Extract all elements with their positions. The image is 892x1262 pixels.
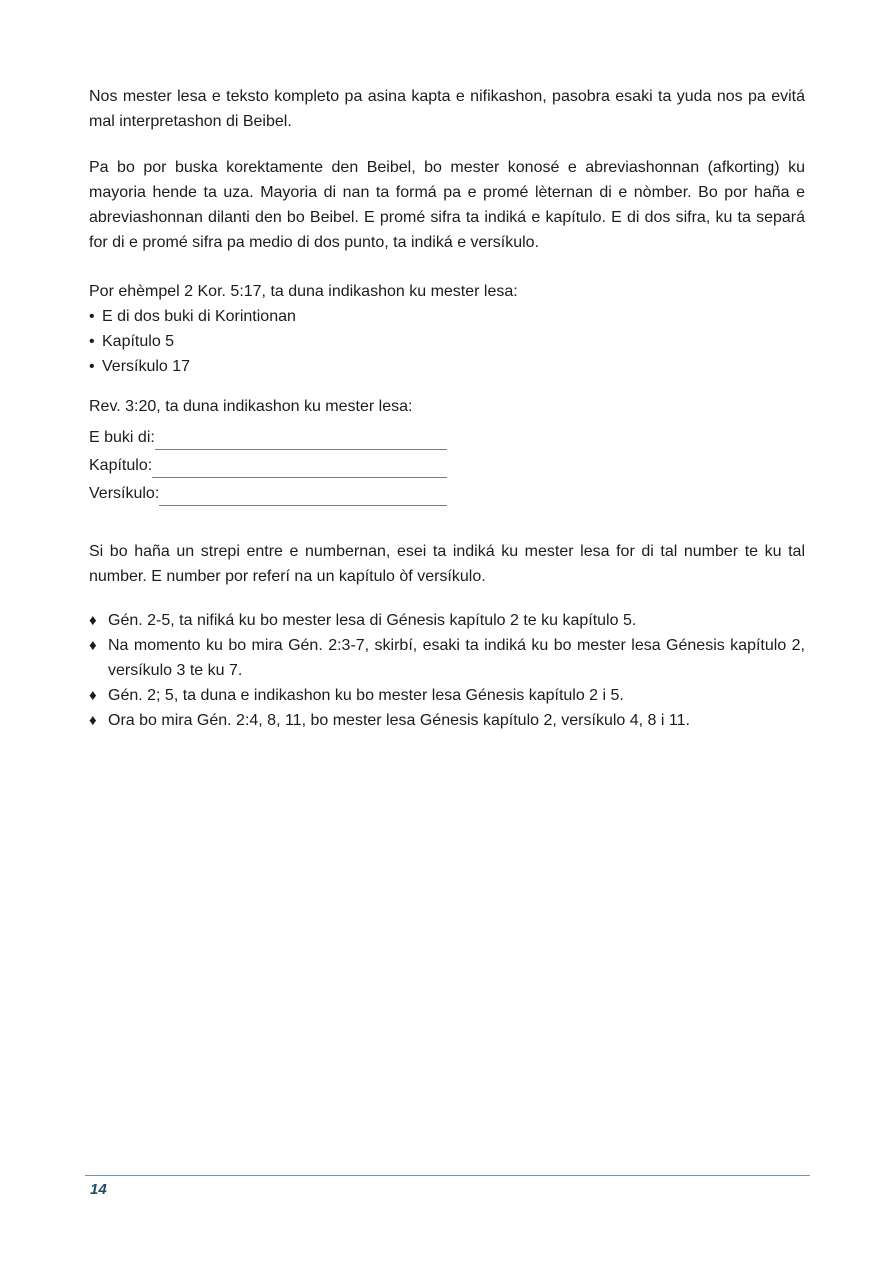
diamond-bullet-icon: ♦ xyxy=(89,687,97,704)
list-item xyxy=(89,683,805,708)
fill-in-row-book xyxy=(89,425,447,450)
round-bullet-icon: • xyxy=(89,358,95,375)
fill-in-fields xyxy=(89,425,805,506)
list-item-text: Kapítulo 5 xyxy=(102,333,175,350)
blank-underline xyxy=(152,456,447,478)
field-label: Versíkulo: xyxy=(89,485,160,502)
page-number: 14 xyxy=(90,1181,107,1198)
round-bullet-icon: • xyxy=(89,333,95,350)
list-item xyxy=(89,633,805,683)
page-content xyxy=(89,84,805,733)
list-item-text: Versíkulo 17 xyxy=(102,358,191,375)
list-item xyxy=(89,329,805,354)
list-item-text: Gén. 2-5, ta nifiká ku bo mester lesa di Génesis kapítulo 2 te ku kapítulo 5. xyxy=(108,612,637,629)
list-item xyxy=(89,708,805,733)
diamond-bullet-icon: ♦ xyxy=(89,712,97,729)
blank-underline xyxy=(159,484,447,506)
footer-rule xyxy=(85,1175,810,1176)
fill-in-row-chapter xyxy=(89,453,447,478)
abbreviations-paragraph: Pa bo por buska korektamente den Beibel, bo mester konosé e abreviashonnan (afkorting) ku mayoria hende ta uza. Mayoria di nan ta formá pa e promé lèternan di e nòmber. Bo por haña e abreviashonnan dilanti den bo Beibel. E promé sifra ta indiká e kapítulo. E di dos sifra, ku ta separá for di e promé sifra pa medio di dos punto, ta indiká e versíkulo. xyxy=(89,159,805,251)
round-bullet-icon: • xyxy=(89,308,95,325)
list-item xyxy=(89,304,805,329)
list-item-text: E di dos buki di Korintionan xyxy=(102,308,296,325)
diamond-bullet-icon: ♦ xyxy=(89,637,97,654)
intro-paragraph: Nos mester lesa e teksto kompleto pa asina kapta e nifikashon, pasobra esaki ta yuda nos pa evitá mal interpretashon di Beibel. xyxy=(89,88,805,130)
list-item xyxy=(89,354,805,379)
list-item-text: Ora bo mira Gén. 2:4, 8, 11, bo mester lesa Génesis kapítulo 2, versíkulo 4, 8 i 11. xyxy=(108,712,690,729)
list-item-text: Gén. 2; 5, ta duna e indikashon ku bo mester lesa Génesis kapítulo 2 i 5. xyxy=(108,687,624,704)
field-label: Kapítulo: xyxy=(89,457,153,474)
gen-examples-list xyxy=(89,608,805,733)
field-label: E buki di: xyxy=(89,429,155,446)
list-item xyxy=(89,608,805,633)
list-item-text: Na momento ku bo mira Gén. 2:3-7, skirbí, esaki ta indiká ku bo mester lesa Génesis kapítulo 2, versíkulo 3 te ku 7. xyxy=(108,637,805,679)
diamond-bullet-icon: ♦ xyxy=(89,612,97,629)
blank-underline xyxy=(155,428,447,450)
strepi-paragraph: Si bo haña un strepi entre e numbernan, esei ta indiká ku mester lesa for di tal number te ku tal number. E number por referí na un kapítulo òf versíkulo. xyxy=(89,543,805,585)
kor-example-list xyxy=(89,304,805,379)
kor-example-intro: Por ehèmpel 2 Kor. 5:17, ta duna indikashon ku mester lesa: xyxy=(89,283,518,300)
rev-exercise-intro: Rev. 3:20, ta duna indikashon ku mester lesa: xyxy=(89,398,413,415)
fill-in-row-verse xyxy=(89,481,447,506)
